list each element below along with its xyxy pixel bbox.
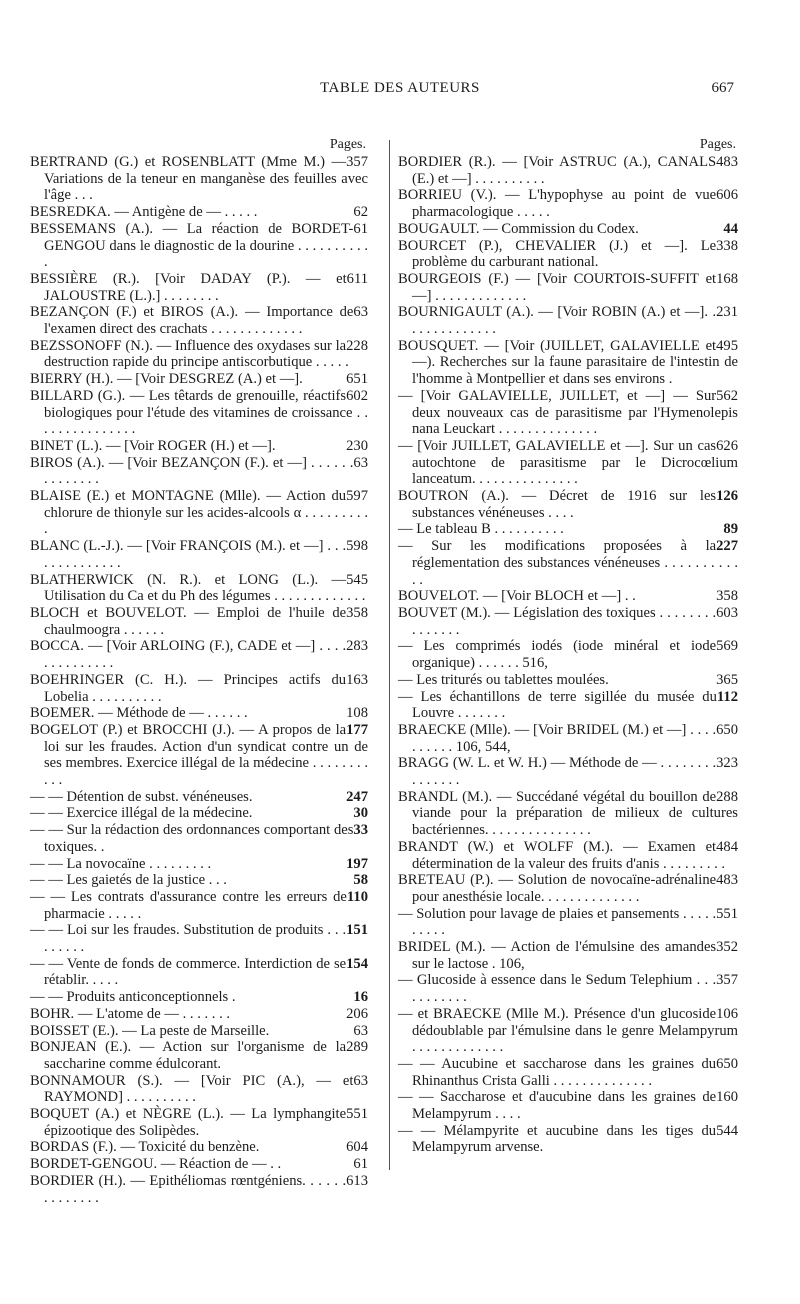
entry-text: BOEMER. — Méthode de — . . . . . . bbox=[30, 705, 248, 722]
entry-text: — — La novocaïne . . . . . . . . . bbox=[30, 855, 212, 872]
index-entry bbox=[398, 538, 738, 588]
entry-text: — — Aucubine et saccharose dans les graines du Rhinanthus Crista Galli . . . . . . . . . . . . . . bbox=[398, 1055, 717, 1089]
pages-heading: Pages. bbox=[699, 137, 736, 152]
entry-page-number: 602 bbox=[346, 387, 368, 404]
index-entry bbox=[30, 538, 368, 571]
entry-page-number: 177 bbox=[346, 721, 368, 738]
entry-text: BOISSET (E.). — La peste de Marseille. bbox=[30, 1022, 270, 1039]
index-entry bbox=[30, 1073, 368, 1106]
index-entry bbox=[30, 438, 368, 455]
entry-text: BLOCH et BOUVELOT. — Emploi de l'huile de chaulmoogra . . . . . . bbox=[30, 604, 347, 638]
entry-text: — — Les contrats d'assurance contre les erreurs de pharmacie . . . . . bbox=[30, 888, 347, 922]
entry-page-number: 247 bbox=[346, 788, 368, 805]
entry-text: — Les triturés ou tablettes moulées. bbox=[398, 671, 609, 688]
entry-page-number: 338 bbox=[716, 237, 738, 254]
index-entry bbox=[30, 154, 368, 204]
index-entry bbox=[30, 605, 368, 638]
entry-text: BIERRY (H.). — [Voir DESGREZ (A.) et —]. bbox=[30, 371, 303, 388]
entry-page-number: 551 bbox=[346, 1106, 368, 1123]
entry-page-number: 89 bbox=[723, 521, 738, 538]
entry-page-number: 62 bbox=[353, 204, 368, 221]
entry-text: — [Voir JUILLET, GALAVIELLE et —]. Sur un cas autochtone de parasitisme par le Dicrocœlium lanceatum. . . . . . . . . . . . . . . bbox=[398, 437, 738, 488]
entry-page-number: 611 bbox=[346, 270, 368, 287]
index-entry bbox=[398, 906, 738, 939]
entry-text: BEZSSONOFF (N.). — Influence des oxydases sur la destruction rapide du principe antiscorbutique . . . . . bbox=[30, 337, 349, 371]
entry-page-number: 112 bbox=[716, 688, 738, 705]
index-entry bbox=[30, 1006, 368, 1023]
entry-page-number: 569 bbox=[716, 638, 738, 655]
index-entry bbox=[398, 839, 738, 872]
entry-page-number: 108 bbox=[346, 705, 368, 722]
entry-page-number: 483 bbox=[716, 154, 738, 170]
entry-text: BINET (L.). — [Voir ROGER (H.) et —]. bbox=[30, 437, 276, 454]
entry-text: — et BRAECKE (Mlle M.). Présence d'un glucoside dédoublable par l'émulsine dans le genre Melampyrum . . . . . . . . . . . . . bbox=[398, 1005, 738, 1056]
index-entry bbox=[30, 338, 368, 371]
entry-text: — Sur les modifications proposées à la réglementation des substances vénéneuses . . . . . . . . . . . . bbox=[398, 538, 738, 588]
entry-text: BOURCET (P.), CHEVALIER (J.) et —]. Le problème du carburant national. bbox=[398, 237, 717, 271]
index-entry bbox=[398, 221, 738, 238]
entry-page-number: 551 bbox=[716, 905, 738, 922]
entry-text: — — Détention de subst. vénéneuses. bbox=[30, 788, 253, 805]
index-entry bbox=[30, 638, 368, 671]
index-list bbox=[30, 154, 368, 1206]
index-entry bbox=[30, 989, 368, 1006]
index-entry bbox=[398, 789, 738, 839]
entry-text: BOHR. — L'atome de — . . . . . . . bbox=[30, 1005, 231, 1022]
entry-page-number: 651 bbox=[346, 371, 368, 388]
entry-page-number: 231 bbox=[716, 304, 738, 321]
entry-page-number: 626 bbox=[716, 437, 738, 454]
entry-page-number: 230 bbox=[346, 437, 368, 454]
index-entry bbox=[30, 805, 368, 822]
entry-page-number: 606 bbox=[716, 187, 738, 204]
index-entry bbox=[398, 338, 738, 388]
entry-text: BIROS (A.). — [Voir BEZANÇON (F.). et —] . . . . . . . . . . . . . . bbox=[30, 454, 354, 488]
entry-text: BESREDKA. — Antigène de — . . . . . bbox=[30, 204, 258, 221]
entry-text: — — Sur la rédaction des ordonnances comportant des toxiques. . bbox=[30, 822, 354, 855]
entry-text: — Solution pour lavage de plaies et pansements . . . . . . . . . . bbox=[398, 905, 717, 939]
entry-page-number: 495 bbox=[716, 337, 738, 354]
index-entry bbox=[30, 822, 368, 855]
index-entry bbox=[30, 1106, 368, 1139]
entry-page-number: 598 bbox=[346, 538, 368, 555]
entry-page-number: 30 bbox=[353, 805, 368, 822]
entry-text: BOUVELOT. — [Voir BLOCH et —] . . bbox=[398, 588, 636, 605]
entry-page-number: 228 bbox=[346, 337, 368, 354]
entry-text: — [Voir GALAVIELLE, JUILLET, et —] — Sur deux nouveaux cas de parasitisme par l'Hymenolepis nana Leuckart . . . . . . . . . . . . . . bbox=[398, 387, 738, 438]
index-entry bbox=[30, 455, 368, 488]
entry-text: — Glucoside à essence dans le Sedum Telephium . . . . . . . . . . . bbox=[398, 972, 717, 1006]
entry-page-number: 357 bbox=[716, 972, 738, 989]
entry-text: BOUTRON (A.). — Décret de 1916 sur les substances vénéneuses . . . . bbox=[398, 488, 717, 521]
entry-page-number: 603 bbox=[716, 604, 738, 621]
page-number: 667 bbox=[711, 80, 734, 96]
index-entry bbox=[398, 605, 738, 638]
entry-text: BRIDEL (M.). — Action de l'émulsine des amandes sur le lactose . 106, bbox=[398, 939, 717, 972]
index-entry bbox=[30, 1173, 368, 1206]
entry-page-number: 154 bbox=[346, 955, 368, 972]
entry-page-number: 227 bbox=[716, 538, 738, 555]
entry-page-number: 206 bbox=[346, 1005, 368, 1022]
entry-page-number: 597 bbox=[346, 488, 368, 505]
entry-text: BRETEAU (P.). — Solution de novocaïne-adrénaline pour anesthésie locale. . . . . . . . . . . . . . bbox=[398, 872, 717, 905]
right-column bbox=[398, 136, 738, 1156]
entry-text: BONNAMOUR (S.). — [Voir PIC (A.), — et RAYMOND] . . . . . . . . . . bbox=[30, 1072, 354, 1106]
entry-text: BRAGG (W. L. et W. H.) — Méthode de — . . . . . . . . . . . . . . . bbox=[398, 755, 717, 789]
column-divider bbox=[389, 140, 390, 1170]
index-entry bbox=[398, 187, 738, 220]
entry-text: — — Exercice illégal de la médecine. bbox=[30, 805, 253, 822]
entry-page-number: 61 bbox=[353, 220, 368, 237]
entry-text: BESSEMANS (A.). — La réaction de BORDET-GENGOU dans le diagnostic de la dourine . . . . . . . . . . . bbox=[30, 220, 368, 271]
index-entry bbox=[398, 1056, 738, 1089]
entry-text: BRANDL (M.). — Succédané végétal du bouillon de viande pour la préparation de milieux de cultures bactériennes. . . . . . . . . . . . . . . bbox=[398, 788, 738, 839]
entry-text: — — Produits anticonceptionnels . bbox=[30, 989, 236, 1006]
entry-page-number: 163 bbox=[346, 671, 368, 688]
entry-page-number: 16 bbox=[353, 989, 368, 1006]
index-entry bbox=[398, 521, 738, 538]
entry-page-number: 63 bbox=[353, 304, 368, 321]
index-entry bbox=[398, 388, 738, 438]
entry-text: BLAISE (E.) et MONTAGNE (Mlle). — Action du chlorure de thionyle sur les acides-alcools α . . . . . . . . . . bbox=[30, 488, 368, 538]
index-entry bbox=[398, 689, 738, 722]
entry-text: BEZANÇON (F.) et BIROS (A.). — Importance de l'examen direct des crachats . . . . . . . . . . . . . bbox=[30, 304, 354, 338]
entry-text: BRAECKE (Mlle). — [Voir BRIDEL (M.) et —] . . . . . . . . . . 106, 544, bbox=[398, 721, 717, 755]
entry-page-number: 352 bbox=[716, 939, 738, 956]
index-entry bbox=[30, 304, 368, 337]
page-header bbox=[0, 78, 800, 106]
entry-text: BILLARD (G.). — Les têtards de grenouille, réactifs biologiques pour l'étude des vitamines de croissance . . . . . . . . . . . . . . . bbox=[30, 387, 368, 438]
entry-page-number: 358 bbox=[716, 588, 738, 605]
index-entry bbox=[398, 638, 738, 671]
entry-page-number: 562 bbox=[716, 387, 738, 404]
index-entry bbox=[30, 722, 368, 789]
index-entry bbox=[398, 872, 738, 905]
entry-text: BOUVET (M.). — Législation des toxiques . . . . . . . . . . . . . . . bbox=[398, 604, 717, 638]
index-entry bbox=[30, 1039, 368, 1072]
entry-page-number: 323 bbox=[716, 755, 738, 772]
entry-text: BOUGAULT. — Commission du Codex. bbox=[398, 220, 639, 237]
entry-page-number: 544 bbox=[716, 1122, 738, 1139]
index-entry bbox=[30, 922, 368, 955]
index-entry bbox=[30, 221, 368, 271]
index-entry bbox=[30, 856, 368, 873]
index-entry bbox=[398, 939, 738, 972]
entry-text: BONJEAN (E.). — Action sur l'organisme de la saccharine comme édulcorant. bbox=[30, 1039, 347, 1072]
entry-text: BOURNIGAULT (A.). — [Voir ROBIN (A.) et —]. . . . . . . . . . . . . . bbox=[398, 304, 717, 338]
entry-page-number: 604 bbox=[346, 1139, 368, 1156]
entry-text: BORDIER (R.). — [Voir ASTRUC (A.), CANALS (E.) et —] . . . . . . . . . . bbox=[398, 154, 717, 187]
entry-text: BORDIER (H.). — Epithéliomas rœntgéniens. . . . . . . . . . . . . . bbox=[30, 1172, 347, 1206]
entry-text: BORRIEU (V.). — L'hypophyse au point de vue pharmacologique . . . . . bbox=[398, 187, 717, 221]
index-entry bbox=[30, 956, 368, 989]
entry-text: BOEHRINGER (C. H.). — Principes actifs du Lobelia . . . . . . . . . . bbox=[30, 671, 347, 705]
index-entry bbox=[398, 1006, 738, 1056]
index-entry bbox=[30, 789, 368, 806]
index-entry bbox=[398, 755, 738, 788]
index-entry bbox=[30, 1156, 368, 1173]
index-entry bbox=[30, 1139, 368, 1156]
index-entry bbox=[30, 705, 368, 722]
entry-text: BORDAS (F.). — Toxicité du benzène. bbox=[30, 1139, 260, 1156]
index-list bbox=[398, 154, 738, 1156]
index-entry bbox=[30, 1023, 368, 1040]
index-entry bbox=[30, 672, 368, 705]
entry-text: — — Les gaietés de la justice . . . bbox=[30, 872, 227, 889]
index-entry bbox=[30, 371, 368, 388]
entry-page-number: 151 bbox=[346, 922, 368, 939]
pages-heading: Pages. bbox=[329, 137, 366, 152]
index-entry bbox=[30, 572, 368, 605]
page-title: TABLE DES AUTEURS bbox=[320, 80, 480, 96]
entry-text: BESSIÈRE (R.). [Voir DADAY (P.). — et JALOUSTRE (L.).] . . . . . . . . bbox=[30, 270, 347, 304]
entry-text: BOURGEOIS (F.) — [Voir COURTOIS-SUFFIT et —] . . . . . . . . . . . . . bbox=[398, 270, 717, 304]
entry-page-number: 106 bbox=[716, 1005, 738, 1022]
entry-text: BLANC (L.-J.). — [Voir FRANÇOIS (M.). et —] . . . . . . . . . . . . . . bbox=[30, 538, 347, 571]
entry-text: BOCCA. — [Voir ARLOING (F.), CADE et —] . . . . . . . . . . . . . . bbox=[30, 638, 347, 672]
index-entry bbox=[30, 388, 368, 438]
entry-text: — — Vente de fonds de commerce. Interdiction de se rétablir. . . . . bbox=[30, 955, 347, 989]
entry-page-number: 33 bbox=[353, 822, 368, 839]
entry-page-number: 289 bbox=[346, 1039, 368, 1056]
entry-page-number: 110 bbox=[346, 888, 368, 905]
entry-page-number: 63 bbox=[353, 454, 368, 471]
index-entry bbox=[398, 1089, 738, 1122]
index-entry bbox=[398, 1123, 738, 1156]
entry-page-number: 288 bbox=[716, 788, 738, 805]
index-entry bbox=[398, 672, 738, 689]
entry-page-number: 197 bbox=[346, 855, 368, 872]
index-entry bbox=[398, 271, 738, 304]
entry-page-number: 357 bbox=[346, 154, 368, 170]
left-column bbox=[30, 136, 368, 1206]
index-entry bbox=[398, 304, 738, 337]
entry-text: — Les comprimés iodés (iode minéral et iode organique) . . . . . . 516, bbox=[398, 638, 717, 672]
entry-text: BOUSQUET. — [Voir (JUILLET, GALAVIELLE et —). Recherches sur la faune parasitaire de l'intestin de l'homme à Montpellier et dans ses environs . bbox=[398, 337, 738, 388]
entry-text: BOGELOT (P.) et BROCCHI (J.). — A propos de la loi sur les fraudes. Action d'un syndicat contre un de ses membres. Exercice illégal de la médecine . . . . . . . . . . . bbox=[30, 721, 368, 789]
index-entry bbox=[398, 238, 738, 271]
entry-text: — — Saccharose et d'aucubine dans les graines de Melampyrum . . . . bbox=[398, 1089, 717, 1123]
index-entry bbox=[398, 488, 738, 521]
entry-page-number: 484 bbox=[716, 838, 738, 855]
entry-page-number: 168 bbox=[716, 270, 738, 287]
entry-page-number: 650 bbox=[716, 721, 738, 738]
entry-page-number: 44 bbox=[723, 220, 738, 237]
index-entry bbox=[30, 889, 368, 922]
entry-text: — — Loi sur les fraudes. Substitution de produits . . . . . . . . . bbox=[30, 922, 347, 956]
index-entry bbox=[398, 972, 738, 1005]
entry-page-number: 483 bbox=[716, 872, 738, 889]
index-entry bbox=[30, 488, 368, 538]
entry-page-number: 61 bbox=[353, 1156, 368, 1173]
entry-text: BOQUET (A.) et NÈGRE (L.). — La lymphangite épizootique des Solipèdes. bbox=[30, 1106, 347, 1139]
entry-text: BRANDT (W.) et WOLFF (M.). — Examen et détermination de la valeur des fruits d'anis . . . . . . . . . bbox=[398, 838, 726, 872]
entry-page-number: 283 bbox=[346, 638, 368, 655]
entry-page-number: 650 bbox=[716, 1055, 738, 1072]
entry-text: — — Mélampyrite et aucubine dans les tiges du Melampyrum arvense. bbox=[398, 1122, 717, 1156]
entry-page-number: 613 bbox=[346, 1172, 368, 1189]
entry-text: BERTRAND (G.) et ROSENBLATT (Mme M.) — Variations de la teneur en manganèse des feuilles avec l'âge . . . bbox=[30, 154, 368, 204]
index-entry bbox=[30, 204, 368, 221]
index-entry bbox=[398, 438, 738, 488]
entry-text: BORDET-GENGOU. — Réaction de — . . bbox=[30, 1156, 282, 1173]
entry-page-number: 63 bbox=[353, 1022, 368, 1039]
index-entry bbox=[398, 154, 738, 187]
entry-page-number: 58 bbox=[353, 872, 368, 889]
index-entry bbox=[398, 588, 738, 605]
entry-page-number: 358 bbox=[346, 604, 368, 621]
index-entry bbox=[398, 722, 738, 755]
entry-text: BLATHERWICK (N. R.). et LONG (L.). — Utilisation du Ca et du Ph des légumes . . . . . . . . . . . . . bbox=[30, 571, 366, 605]
entry-text: — Les échantillons de terre sigillée du musée du Louvre . . . . . . . bbox=[398, 688, 717, 722]
entry-text: — Le tableau B . . . . . . . . . . bbox=[398, 521, 564, 538]
index-entry bbox=[30, 872, 368, 889]
entry-page-number: 545 bbox=[346, 571, 368, 588]
entry-page-number: 63 bbox=[353, 1072, 368, 1089]
entry-page-number: 365 bbox=[716, 671, 738, 688]
index-entry bbox=[30, 271, 368, 304]
entry-page-number: 160 bbox=[716, 1089, 738, 1106]
entry-page-number: 126 bbox=[716, 488, 738, 505]
